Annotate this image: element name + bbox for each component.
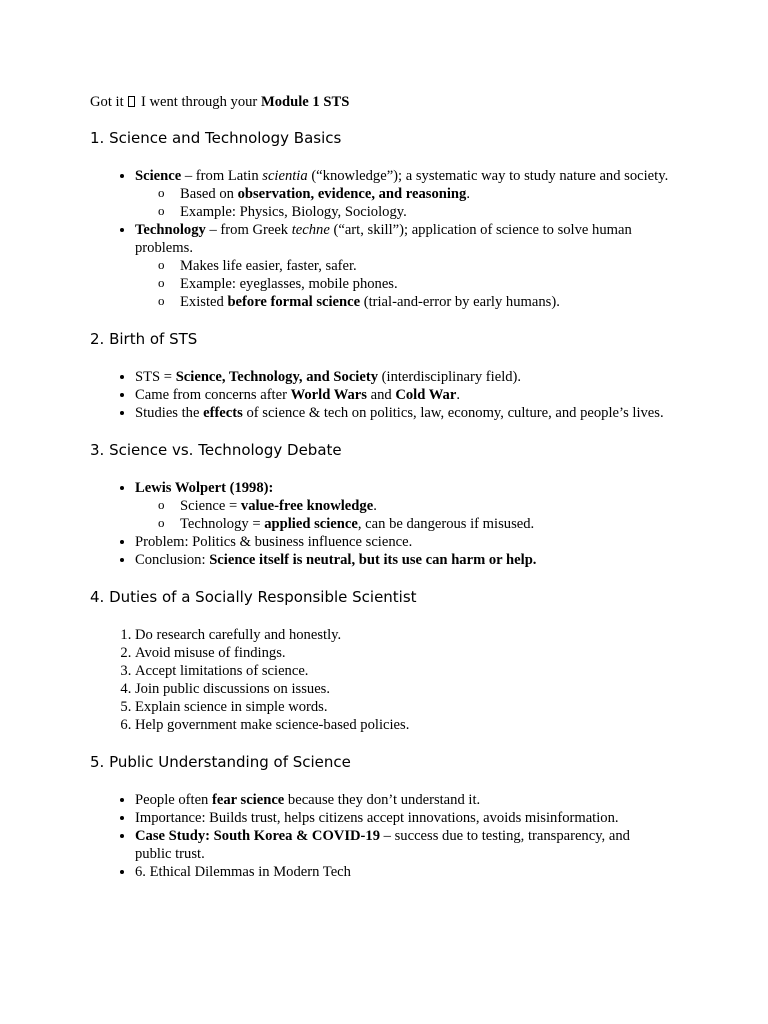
bold-text: World Wars bbox=[290, 387, 367, 403]
bold-text: Science itself is neutral, but its use can harm or help. bbox=[209, 552, 537, 568]
list-item bbox=[135, 368, 670, 386]
wolpert-sublist bbox=[135, 497, 670, 533]
section-2-heading: 2. Birth of STS bbox=[90, 330, 198, 348]
bold-text: observation, evidence, and reasoning bbox=[237, 186, 467, 202]
list-item: 1. Do research carefully and honestly. bbox=[135, 626, 670, 644]
text: (“knowledge”); a systematic way to study nature and society. bbox=[307, 168, 669, 184]
list-item bbox=[135, 827, 670, 863]
section-4-heading: 4. Duties of a Socially Responsible Scientist bbox=[90, 588, 417, 606]
science-sublist bbox=[135, 185, 670, 221]
bold-text: before formal science bbox=[227, 294, 361, 310]
text: – from Greek bbox=[205, 222, 292, 238]
document-page bbox=[90, 93, 670, 899]
text: of science & tech on politics, law, economy, culture, and people’s lives. bbox=[242, 405, 664, 421]
text: Came from concerns after bbox=[135, 387, 291, 403]
text: – success due to testing, transparency, and public trust. bbox=[135, 828, 630, 862]
sub-item bbox=[180, 515, 670, 533]
bold-text: effects bbox=[203, 405, 243, 421]
bold-text: Cold War bbox=[395, 387, 457, 403]
sub-item: o Makes life easier, faster, safer. bbox=[180, 257, 670, 275]
sub-item: o Example: eyeglasses, mobile phones. bbox=[180, 275, 670, 293]
sub-item bbox=[180, 497, 670, 515]
section-3-heading: 3. Science vs. Technology Debate bbox=[90, 441, 342, 459]
intro-middle: I went through your bbox=[137, 94, 261, 110]
sub-item: o Example: Physics, Biology, Sociology. bbox=[180, 203, 670, 221]
section-2-list bbox=[90, 368, 670, 422]
list-item: • Problem: Politics & business influence science. bbox=[135, 533, 670, 551]
term-technology: Technology bbox=[135, 222, 206, 238]
sub-item bbox=[180, 293, 670, 311]
list-item: • 6. Ethical Dilemmas in Modern Tech bbox=[135, 863, 670, 881]
technology-sublist bbox=[135, 257, 670, 311]
text: (trial-and-error by early humans). bbox=[360, 294, 560, 310]
list-item: 5. Explain science in simple words. bbox=[135, 698, 670, 716]
list-item bbox=[135, 479, 670, 533]
text: . bbox=[466, 186, 471, 202]
missing-glyph-icon bbox=[128, 96, 135, 107]
section-5-heading: 5. Public Understanding of Science bbox=[90, 753, 351, 771]
section-5-list bbox=[90, 791, 670, 881]
section-1-heading: 1. Science and Technology Basics bbox=[90, 129, 342, 147]
text: . bbox=[373, 498, 377, 514]
sub-item bbox=[180, 185, 670, 203]
text: . bbox=[456, 387, 460, 403]
list-item: 2. Avoid misuse of findings. bbox=[135, 644, 670, 662]
intro-module: Module 1 STS bbox=[260, 94, 350, 110]
section-1-list bbox=[90, 167, 670, 311]
text: Studies the bbox=[135, 405, 204, 421]
text: (“art, skill”); application of science to solve human problems. bbox=[135, 222, 632, 256]
text: STS = bbox=[135, 369, 176, 385]
list-item bbox=[135, 551, 670, 569]
text: and bbox=[366, 387, 396, 403]
text: Conclusion: bbox=[135, 552, 210, 568]
list-item bbox=[135, 404, 670, 422]
bold-text: Case Study: South Korea & COVID-19 bbox=[135, 828, 381, 844]
section-4-list bbox=[90, 626, 670, 734]
greek-word: techne bbox=[291, 222, 330, 238]
list-item bbox=[135, 791, 670, 809]
latin-word: scientia bbox=[262, 168, 308, 184]
text: Based on bbox=[180, 186, 238, 202]
term-science: Science bbox=[135, 168, 182, 184]
list-item: 3. Accept limitations of science. bbox=[135, 662, 670, 680]
text: People often bbox=[135, 792, 213, 808]
text: Existed bbox=[180, 294, 228, 310]
bold-text: Science, Technology, and Society bbox=[175, 369, 378, 385]
text: Science = bbox=[180, 498, 241, 514]
text: , can be dangerous if misused. bbox=[357, 516, 535, 532]
list-item: • Importance: Builds trust, helps citizens accept innovations, avoids misinformation. bbox=[135, 809, 670, 827]
bold-text: applied science bbox=[264, 516, 358, 532]
text: because they don’t understand it. bbox=[284, 792, 481, 808]
intro-lead: Got it bbox=[90, 94, 124, 110]
list-item: 6. Help government make science-based policies. bbox=[135, 716, 670, 734]
text: – from Latin bbox=[181, 168, 263, 184]
list-item bbox=[135, 386, 670, 404]
bold-text: value-free knowledge bbox=[240, 498, 374, 514]
text: (interdisciplinary field). bbox=[378, 369, 522, 385]
section-3-list bbox=[90, 479, 670, 569]
intro-line bbox=[90, 93, 670, 111]
bold-text: Lewis Wolpert (1998): bbox=[135, 480, 274, 496]
list-item-science bbox=[135, 167, 670, 221]
bold-text: fear science bbox=[212, 792, 285, 808]
text: Technology = bbox=[180, 516, 265, 532]
list-item: 4. Join public discussions on issues. bbox=[135, 680, 670, 698]
list-item-technology bbox=[135, 221, 670, 311]
